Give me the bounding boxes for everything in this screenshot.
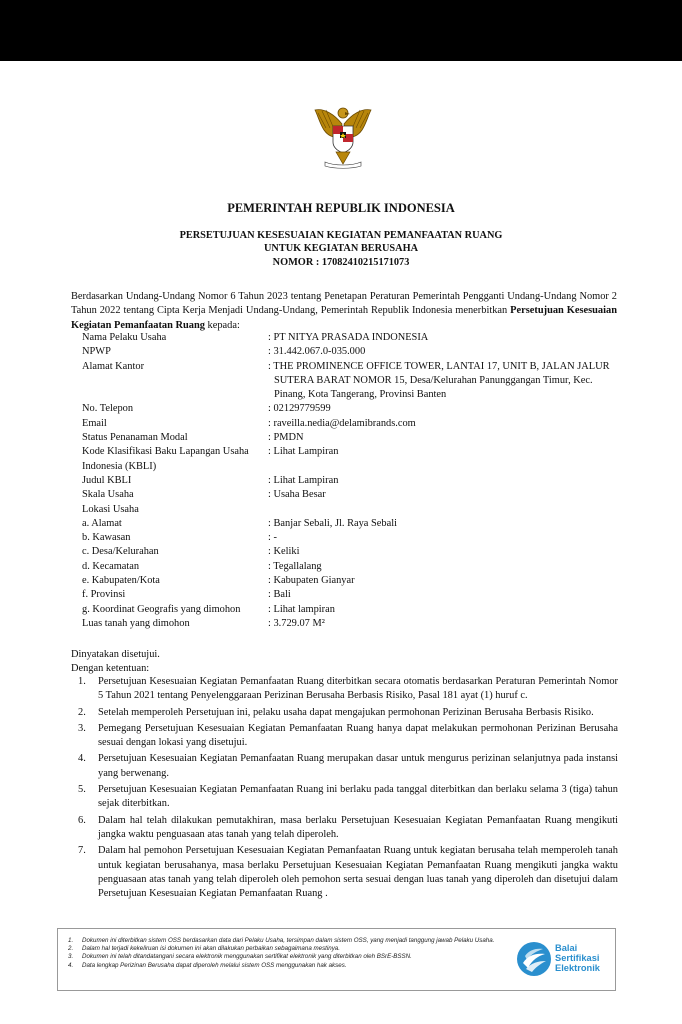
footer-note (68, 962, 518, 970)
field-label: e. Kabupaten/Kota (82, 575, 160, 587)
footer-note (68, 937, 518, 945)
footer-note (68, 945, 518, 953)
footer-note (68, 953, 518, 961)
list-number: 7. (78, 845, 86, 857)
list-text: Setelah memperoleh Persetujuan ini, pelaku usaha dapat mengajukan permohonan Perizinan Berusaha Berbasis Risiko. (98, 706, 594, 718)
field-value: : PT NITYA PRASADA INDONESIA (268, 332, 429, 343)
intro-text: Berdasarkan Undang-Undang Nomor 6 Tahun 2023 tentang Penetapan Peraturan Pemerintah Pengganti Undang-Undang Nomor 2 Tahun 2022 tentang Cipta Kerja Menjadi Undang-Undang, Pemerintah Republik Indonesia menerbitkan (71, 291, 617, 317)
approval-statement: Dinyatakan disetujui. (71, 649, 160, 660)
list-number: 3. (78, 722, 86, 734)
field-label: g. Koordinat Geografis yang dimohon (82, 603, 241, 615)
field-label: Email (82, 417, 107, 429)
list-text: Persetujuan Kesesuaian Kegiatan Pemanfaatan Ruang merupakan dasar untuk mengurus perizinan selanjutnya pada instansi yang berwenang. (98, 753, 618, 779)
field-row (82, 445, 619, 474)
field-value: : PMDN (268, 432, 304, 444)
bsre-logo-icon (516, 941, 552, 977)
note-number: 4. (68, 961, 74, 969)
field-label: Status Penanaman Modal (82, 432, 188, 444)
field-row (82, 574, 619, 588)
field-value: : Lihat Lampiran (268, 446, 339, 458)
field-label: Judul KBLI (82, 474, 132, 486)
field-label: Nama Pelaku Usaha (82, 332, 167, 343)
field-label: Lokasi Usaha (82, 503, 139, 515)
field-row (82, 560, 619, 574)
field-value (268, 503, 613, 517)
approval-block (71, 648, 160, 677)
field-value: : Kabupaten Gianyar (268, 575, 355, 587)
government-title: PEMERINTAH REPUBLIK INDONESIA (227, 201, 455, 215)
field-label: a. Alamat (82, 517, 122, 529)
field-label: NPWP (82, 346, 111, 358)
field-value: : raveilla.nedia@delamibrands.com (268, 417, 416, 429)
field-row (82, 503, 619, 517)
field-value: : Tegallalang (268, 560, 322, 572)
field-label: f. Provinsi (82, 589, 126, 601)
note-number: 1. (68, 937, 74, 944)
bsre-line-1: Balai (555, 943, 578, 953)
list-item (78, 706, 618, 720)
list-item (78, 752, 618, 781)
note-text: Data lengkap Perizinan Berusaha dapat diperoleh melalui sistem OSS menggunakan hak akses. (82, 961, 347, 969)
field-row (82, 545, 619, 559)
field-label: Alamat Kantor (82, 360, 145, 372)
list-item (78, 675, 618, 704)
note-number: 3. (68, 953, 74, 961)
bsre-label (555, 943, 600, 973)
list-text: Dalam hal pemohon Persetujuan Kesesuaian Kegiatan Pemanfaatan Ruang untuk kegiatan berusaha telah memperoleh tanah untuk kegiatan berusahanya, masa berlaku Persetujuan Kesesuaian Kegiatan Pemanfaatan Ruang mengikuti jangka waktu penguasaan atas tanah yang telah diperoleh oleh pemohon serta sesuai dengan luas tanah yang diperoleh dan disetujui dalam Persetujuan Kesesuaian Kegiatan Pemanfaatan Ruang . (98, 845, 618, 900)
list-item (78, 783, 618, 812)
bsre-badge (516, 939, 612, 983)
note-number: 2. (68, 945, 74, 953)
list-text: Dalam hal telah dilakukan pemutakhiran, masa berlaku Persetujuan Kesesuaian Kegiatan Pemanfaatan Ruang mengikuti jangka waktu penguasaan atas tanah yang telah diperoleh. (98, 814, 618, 840)
document-title-line1: PERSETUJUAN KESESUAIAN KEGIATAN PEMANFAATAN RUANG (179, 230, 503, 241)
list-number: 2. (78, 706, 86, 718)
list-number: 5. (78, 784, 86, 796)
field-row (82, 345, 619, 359)
field-row (82, 402, 619, 416)
field-row (82, 488, 619, 502)
field-row (82, 588, 619, 602)
field-value: : Lihat lampiran (268, 603, 335, 615)
field-value: : THE PROMINENCE OFFICE TOWER, LANTAI 17, UNIT B, JALAN JALUR SUTERA BARAT NOMOR 15, Desa/Kelurahan Panunggangan Timur, Kec. Pinang, Kota Tangerang, Provinsi Banten (268, 360, 610, 401)
list-item (78, 722, 618, 751)
list-text: Pemegang Persetujuan Kesesuaian Kegiatan Pemanfaatan Ruang hanya dapat melakukan permohonan Perizinan Berusaha sesuai dengan lokasi yang disetujui. (98, 722, 618, 749)
footer-notes (68, 937, 518, 970)
field-row (82, 431, 619, 445)
field-label: d. Kecamatan (82, 560, 140, 572)
list-text: Persetujuan Kesesuaian Kegiatan Pemanfaatan Ruang diterbitkan secara otomatis berdasarkan Peraturan Pemerintah Nomor 5 Tahun 2021 tentang Penyelenggaraan Perizinan Berusaha Berbasis Risiko, Pasal 181 ayat (1) huruf c. (98, 676, 618, 702)
list-text: Persetujuan Kesesuaian Kegiatan Pemanfaatan Ruang ini berlaku pada tanggal diterbitkan dan berlaku selama 3 (tiga) tahun sejak diterbitkan. (98, 784, 618, 810)
field-label: Kode Klasifikasi Baku Lapangan Usaha Indonesia (KBLI) (82, 446, 249, 472)
field-row (82, 531, 619, 545)
field-value: : Usaha Besar (268, 489, 326, 501)
intro-bold-title: Persetujuan Kesesuaian Kegiatan Pemanfaatan Ruang (71, 305, 617, 331)
garuda-emblem-icon (312, 104, 374, 170)
note-text: Dokumen ini diterbitkan sistem OSS berdasarkan data dari Pelaku Usaha, tersimpan dalam sistem OSS, yang menjadi tanggung jawab Pelaku Usaha. (82, 937, 495, 944)
list-number: 1. (78, 676, 86, 687)
document-number: NOMOR : 17082410215171073 (272, 257, 410, 268)
field-row (82, 331, 619, 345)
conditions-heading: Dengan ketentuan: (71, 663, 150, 675)
list-number: 4. (78, 753, 86, 765)
field-label: c. Desa/Kelurahan (82, 546, 159, 558)
field-value: : Banjar Sebali, Jl. Raya Sebali (268, 517, 397, 529)
note-text: Dalam hal terjadi kekeliruan isi dokumen ini akan dilakukan perbaikan sebagaimana mestinya. (82, 945, 340, 953)
footer-notes-box (57, 928, 616, 991)
field-value: : Keliki (268, 546, 300, 558)
intro-text-end: kepada: (204, 319, 240, 331)
field-row (82, 603, 619, 617)
field-value: : 02129779599 (268, 403, 331, 415)
bsre-line-3: Elektronik (555, 963, 600, 973)
field-value: : Lihat Lampiran (268, 474, 339, 486)
top-black-bar (0, 0, 682, 61)
field-label: Skala Usaha (82, 489, 134, 501)
field-label: b. Kawasan (82, 532, 131, 544)
business-details (82, 331, 619, 631)
conditions-list (78, 675, 618, 903)
document-title-line2: UNTUK KEGIATAN BERUSAHA (263, 243, 419, 254)
list-number: 6. (78, 814, 86, 826)
field-row (82, 417, 619, 431)
field-label: Luas tanah yang dimohon (82, 617, 190, 629)
list-item (78, 844, 618, 901)
field-value: : Bali (268, 589, 291, 601)
field-row (82, 517, 619, 531)
field-value: : - (268, 532, 277, 544)
field-row (82, 617, 619, 631)
list-item (78, 814, 618, 843)
bsre-line-2: Sertifikasi (555, 953, 600, 963)
field-value: : 3.729.07 M² (268, 617, 325, 629)
field-row (82, 360, 619, 403)
note-text: Dokumen ini telah ditandatangani secara elektronik menggunakan sertifikat elektronik yang diterbitkan oleh BSrE-BSSN. (82, 953, 412, 961)
field-label: No. Telepon (82, 403, 134, 415)
field-value: : 31.442.067.0-035.000 (268, 346, 366, 358)
intro-paragraph (71, 290, 617, 333)
field-row (82, 474, 619, 488)
